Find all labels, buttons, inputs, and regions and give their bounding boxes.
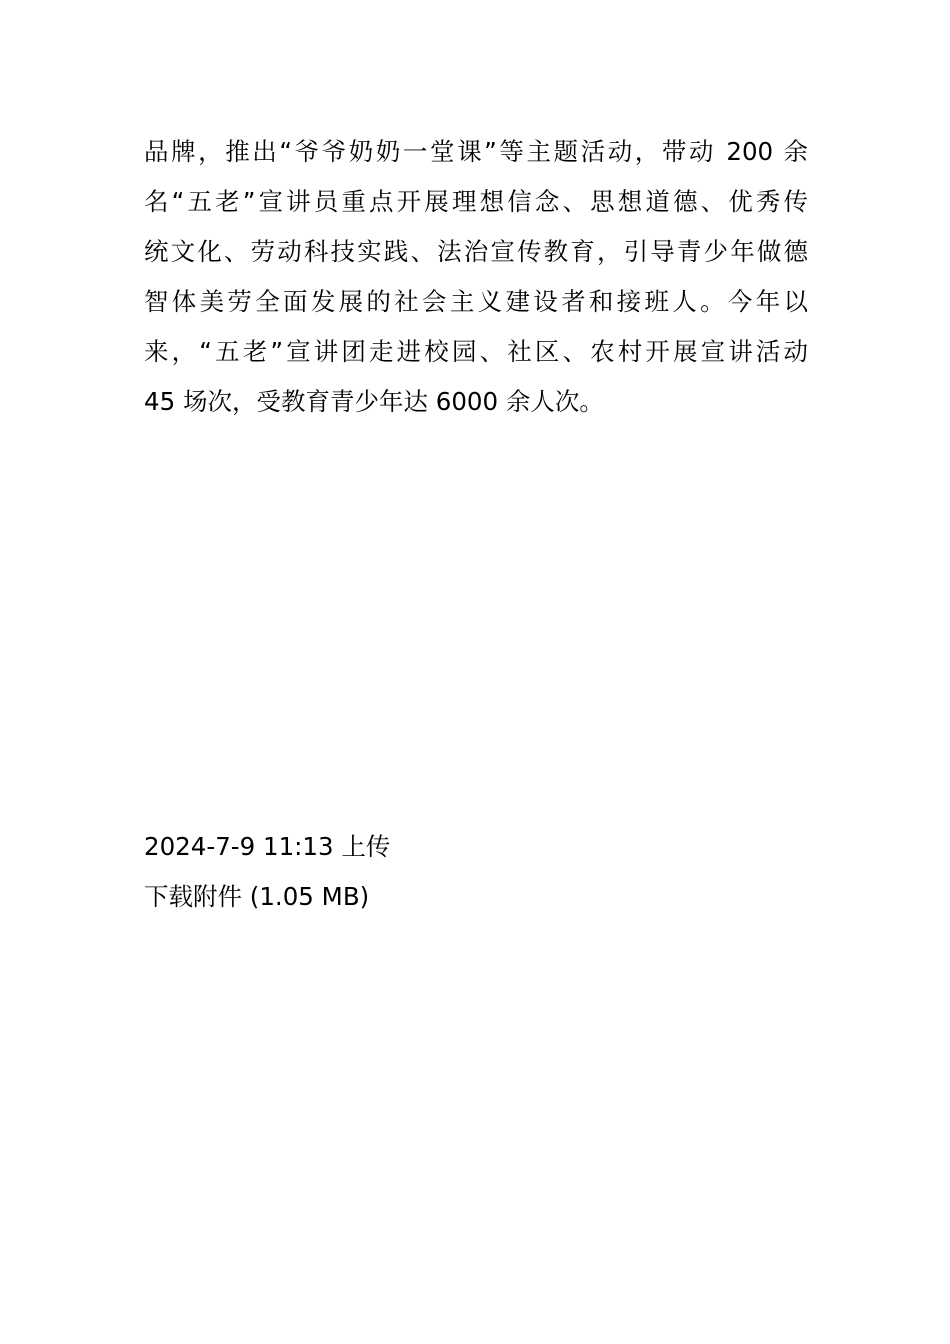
- article-body: [144, 127, 808, 427]
- article-line-4: 智体美劳全面发展的社会主义建设者和接班人。今年以: [144, 287, 808, 316]
- article-line-5: 来，“五老”宣讲团走进校园、社区、农村开展宣讲活动: [144, 337, 808, 366]
- attachment-meta: [144, 822, 808, 922]
- article-line-6: 45 场次，受教育青少年达 6000 余人次。: [144, 387, 604, 416]
- article-line-3: 统文化、劳动科技实践、法治宣传教育，引导青少年做德: [144, 237, 808, 266]
- article-line-1: 品牌，推出“爷爷奶奶一堂课”等主题活动，带动 200 余: [144, 137, 808, 166]
- article-line-2: 名“五老”宣讲员重点开展理想信念、思想道德、优秀传: [144, 187, 808, 216]
- download-attachment-link[interactable]: 下载附件 (1.05 MB): [144, 882, 370, 911]
- upload-info: 2024-7-9 11:13 上传: [144, 832, 391, 861]
